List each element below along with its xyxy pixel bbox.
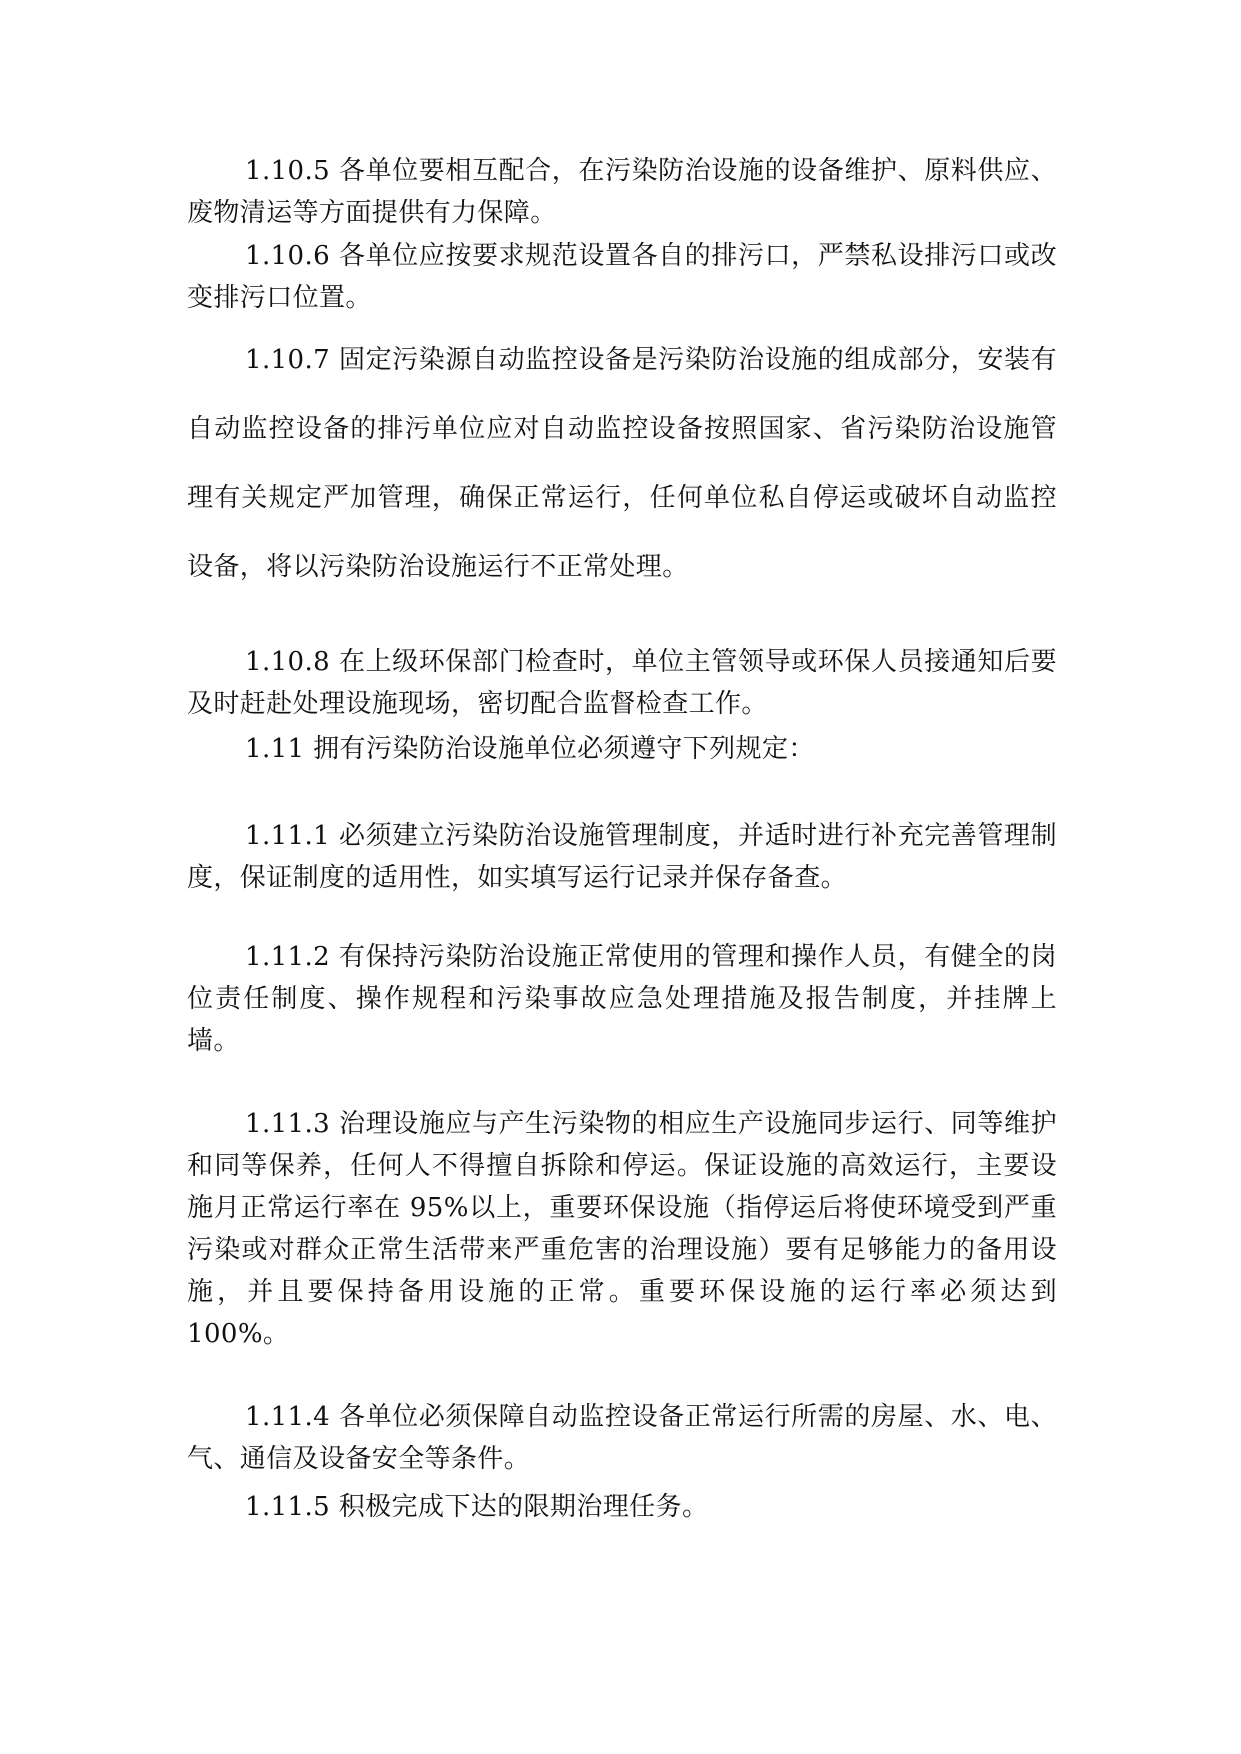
paragraph-1-11-2: 1.11.2 有保持污染防治设施正常使用的管理和操作人员，有健全的岗位责任制度、操作规程和污染事故应急处理措施及报告制度，并挂牌上墙。 (187, 942, 1057, 1056)
paragraph-1-11-3: 1.11.3 治理设施应与产生污染物的相应生产设施同步运行、同等维护和同等保养，任何人不得擅自拆除和停运。保证设施的高效运行，主要设施月正常运行率在 95%以上，重要环保设施（指停运后将使环境受到严重污染或对群众正常生活带来严重危害的治理设施）要有足够能力的备用设施，并且要保持备用设施的正常。重要环保设施的运行率必须达到 100%。 (187, 1109, 1057, 1349)
paragraph-1-10-7: 1.10.7 固定污染源自动监控设备是污染防治设施的组成部分，安装有自动监控设备的排污单位应对自动监控设备按照国家、省污染防治设施管理有关规定严加管理，确保正常运行，任何单位私自停运或破坏自动监控设备，将以污染防治设施运行不正常处理。 (187, 345, 1057, 582)
paragraph-1-10-8: 1.10.8 在上级环保部门检查时，单位主管领导或环保人员接通知后要及时赶赴处理设施现场，密切配合监督检查工作。 (187, 647, 1057, 719)
paragraph-1-11-4: 1.11.4 各单位必须保障自动监控设备正常运行所需的房屋、水、电、气、通信及设备安全等条件。 (187, 1402, 1057, 1474)
paragraph-1-10-6: 1.10.6 各单位应按要求规范设置各自的排污口，严禁私设排污口或改变排污口位置。 (187, 241, 1057, 313)
paragraph-1-11: 1.11 拥有污染防治设施单位必须遵守下列规定： (245, 734, 815, 764)
paragraph-1-11-5: 1.11.5 积极完成下达的限期治理任务。 (245, 1492, 709, 1522)
paragraph-1-11-1: 1.11.1 必须建立污染防治设施管理制度，并适时进行补充完善管理制度，保证制度的适用性，如实填写运行记录并保存备查。 (187, 821, 1057, 893)
paragraph-1-10-5: 1.10.5 各单位要相互配合，在污染防治设施的设备维护、原料供应、废物清运等方面提供有力保障。 (187, 156, 1057, 228)
